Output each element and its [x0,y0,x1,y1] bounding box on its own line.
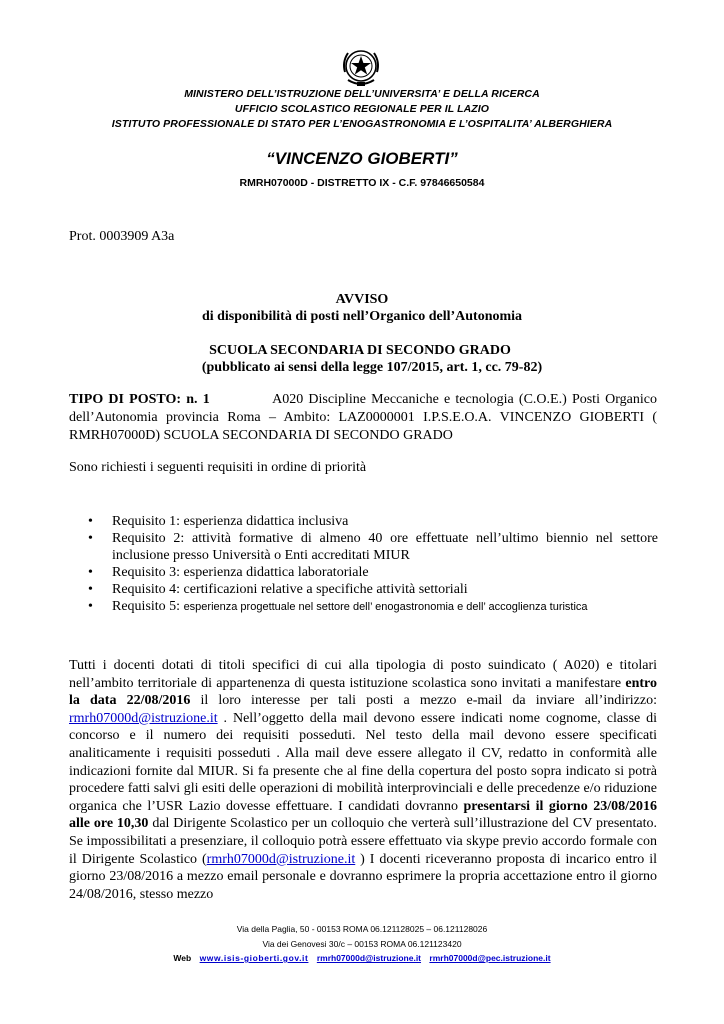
email-link[interactable]: rmrh07000d@istruzione.it [206,851,356,867]
requirements-list [88,513,658,616]
main-paragraph [69,657,657,903]
body-text: . Nell’oggetto della mail devono essere indicati nome cognome, classe di concorso e il numero dei requisiti posseduti. Nel testo della mail devono essere specificati analiticamente i requisiti posseduti . Alla mail deve essere allegato il CV, redatto in conformità alle indicazioni fornite dal MIUR. Si fa presente che al fine della copertura del posto sopra indicato si potrà procedere fatti salvi gli esiti delle operazioni di mobilità interprovinciali e delle precedenze e/o riduzione organica che l’USR Lazio dovesse effettuare. I candidati dovranno [69,710,657,814]
bullet-icon: • [88,514,93,529]
notice-title: AVVISO [335,292,389,307]
web-label: Web [173,953,192,963]
body-text: ) I docenti riceveranno proposta di incarico entro il giorno 23/08/2016 a mezzo email personale e dovranno esprimere la propria accettazione entro il giorno 24/08/2016, stesso mezzo [69,851,657,902]
footer-address-1: Via della Paglia, 50 - 00153 ROMA 06.121128025 – 06.121128026 [236,924,488,934]
school-codes: RMRH07000D - DISTRETTO IX - C.F. 97846650584 [239,177,485,189]
requirement-detail: esperienza progettuale nel settore dell’ enogastronomia e dell’ accoglienza turistica [183,601,588,613]
law-reference: (pubblicato ai sensi della legge 107/2015, art. 1, cc. 79-82) [201,360,543,375]
post-type-paragraph [69,391,657,445]
body-text: Tutti i docenti dotati di titoli specifici di cui alla tipologia di posto suindicato ( A020) e titolari nell’ambito territoriale di appartenenza di questa istituzione scolastica sono invitati a manifestare [69,658,657,691]
bullet-icon: • [88,531,93,546]
post-type-description: A020 Discipline Meccaniche e tecnologia (C.O.E.) Posti Organico dell’Autonomia provincia Roma – Ambito: LAZ0000001 I.P.S.E.O.A. VINCENZO GIOBERTI ( RMRH07000D) SCUOLA SECONDARIA DI SECONDO GRADO [69,392,657,443]
protocol-number: Prot. 0003909 A3a [69,229,175,244]
list-item [88,564,658,581]
school-name: “VINCENZO GIOBERTI” [266,149,458,168]
regional-office-line: UFFICIO SCOLASTICO REGIONALE PER IL LAZIO [234,103,490,115]
institute-line: ISTITUTO PROFESSIONALE DI STATO PER L’ENOGASTRONOMIA E L’OSPITALITA’ ALBERGHIERA [111,118,613,130]
email-link[interactable]: rmrh07000d@istruzione.it [69,710,218,726]
website-link[interactable]: www.isis-gioberti.gov.it [199,953,309,963]
requirement-text: Requisito 5: [112,599,184,614]
requirement-text: Requisito 1: esperienza didattica inclusiva [112,514,349,529]
body-text: il loro interesse per tali posti a mezzo e-mail da inviare all’indirizzo: [190,693,657,709]
bullet-icon: • [88,582,93,597]
list-item [88,598,658,616]
interview-date-text: presentarsi il giorno 23/08/2016 alle ore 10,30 [69,798,657,832]
school-grade: SCUOLA SECONDARIA DI SECONDO GRADO [209,343,511,358]
requirement-text: Requisito 2: attività formative di almeno 40 ore effettuate nell’ultimo biennio nel settore inclusione presso Università o Enti accreditati MIUR [112,531,658,563]
footer-email-link[interactable]: rmrh07000d@istruzione.it [316,953,422,963]
deadline-text: entro la data 22/08/2016 [69,675,657,709]
list-item [88,513,658,530]
italian-republic-emblem-icon [340,44,382,90]
bullet-icon: • [88,565,93,580]
list-item [88,530,658,564]
ministry-line: MINISTERO DELL’ISTRUZIONE DELL’UNIVERSITA’ E DELLA RICERCA [184,88,540,100]
requirement-text: Requisito 4: certificazioni relative a specifiche attività settoriali [112,582,468,597]
footer-links [0,953,724,963]
footer-pec-link[interactable]: rmrh07000d@pec.istruzione.it [429,953,551,963]
list-item [88,581,658,598]
post-type-label: TIPO DI POSTO: n. 1 [69,392,210,407]
bullet-icon: • [88,599,93,614]
requirement-text: Requisito 3: esperienza didattica laboratoriale [112,565,369,580]
requirements-intro: Sono richiesti i seguenti requisiti in ordine di priorità [69,460,367,475]
body-text: dal Dirigente Scolastico per un colloquio che verterà sull’illustrazione del CV presentato. Se impossibilitati a presenziare, il colloquio potrà essere effettuato via skype previo accordo formale con il Dirigente Scolastico ( [69,816,657,867]
footer-address-2: Via dei Genovesi 30/c – 00153 ROMA 06.121123420 [262,939,462,949]
notice-subtitle: di disponibilità di posti nell’Organico dell’Autonomia [201,309,523,324]
